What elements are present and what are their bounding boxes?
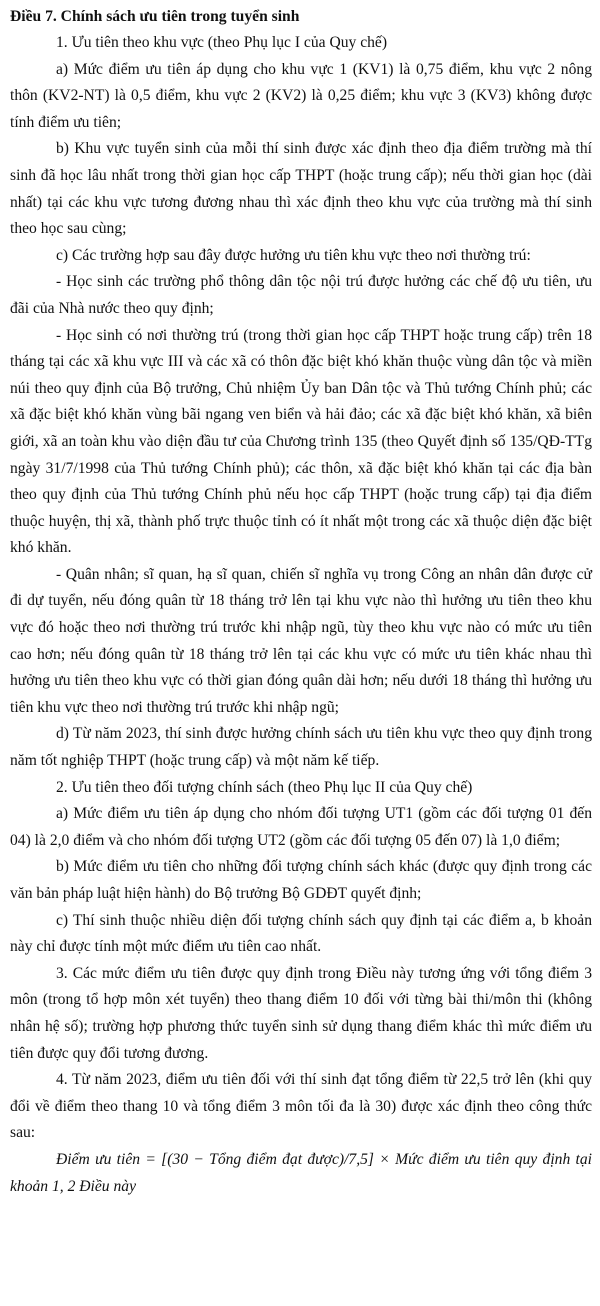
priority-score-formula: Điểm ưu tiên = [(30 − Tổng điểm đạt được)/7,5] × Mức điểm ưu tiên quy định tại khoản 1, 2 Điều này xyxy=(10,1150,592,1195)
clause-1b: b) Khu vực tuyển sinh của mỗi thí sinh được xác định theo địa điểm trường mà thí sinh đã học lâu nhất trong thời gian học cấp THPT (hoặc trung cấp); nếu thời gian học (dài nhất) tại các khu vực tương đương nhau thì xác định theo khu vực của trường mà thí sinh theo học sau cùng; xyxy=(10,140,592,238)
clause-2a: a) Mức điểm ưu tiên áp dụng cho nhóm đối tượng UT1 (gồm các đối tượng 01 đến 04) là 2,0 điểm và cho nhóm đối tượng UT2 (gồm các đối tượng 05 đến 07) là 1,0 điểm; xyxy=(10,805,592,849)
clause-1d: d) Từ năm 2023, thí sinh được hưởng chính sách ưu tiên khu vực theo quy định trong năm tốt nghiệp THPT (hoặc trung cấp) và một năm kế tiếp. xyxy=(10,725,592,770)
section-2-heading: 2. Ưu tiên theo đối tượng chính sách (theo Phụ lục II của Quy chế) xyxy=(56,778,473,796)
clause-2b: b) Mức điểm ưu tiên cho những đối tượng chính sách khác (được quy định trong các văn bản pháp luật hiện hành) do Bộ trưởng Bộ GDĐT quyết định; xyxy=(10,858,592,902)
section-1-heading: 1. Ưu tiên theo khu vực (theo Phụ lục I của Quy chế) xyxy=(56,34,388,51)
clause-1c-item-2: - Học sinh có nơi thường trú (trong thời gian học cấp THPT hoặc trung cấp) trên 18 tháng tại các xã khu vực III và các xã có thôn đặc biệt khó khăn thuộc vùng dân tộc và miền núi theo quy định của Bộ trưởng, Chủ nhiệm Ủy ban Dân tộc và Thủ tướng Chính phủ; các xã đặc biệt khó khăn vùng bãi ngang ven biển và hải đảo; các xã đặc biệt khó khăn, xã biên giới, xã an toàn khu vào diện đầu tư của Chương trình 135 (theo Quyết định số 135/QĐ-TTg ngày 31/7/1998 của Thủ tướng Chính phủ); các thôn, xã đặc biệt khó khăn tại các địa bàn theo quy định của Thủ tướng Chính phủ nếu học cấp THPT (hoặc trung cấp) tại địa điểm thuộc huyện, thị xã, thành phố trực thuộc tỉnh có ít nhất một trong các xã thuộc diện đặc biệt khó khăn. xyxy=(10,326,592,557)
clause-1c-item-1: - Học sinh các trường phổ thông dân tộc nội trú được hưởng các chế độ ưu tiên, ưu đãi của Nhà nước theo quy định; xyxy=(10,273,592,317)
clause-2c: c) Thí sinh thuộc nhiều diện đối tượng chính sách quy định tại các điểm a, b khoản này chỉ được tính một mức điểm ưu tiên cao nhất. xyxy=(10,911,592,956)
article-title: Điều 7. Chính sách ưu tiên trong tuyển sinh xyxy=(10,8,300,25)
clause-1c-item-3: - Quân nhân; sĩ quan, hạ sĩ quan, chiến sĩ nghĩa vụ trong Công an nhân dân được cử đi dự tuyển, nếu đóng quân từ 18 tháng trở lên tại khu vực nào thì hưởng ưu tiên theo khu vực đó hoặc theo nơi thường trú trước khi nhập ngũ, tùy theo khu vực nào có mức ưu tiên cao hơn; nếu đóng quân từ 18 tháng trở lên tại các khu vực có mức ưu tiên khác nhau thì hưởng ưu tiên theo khu vực có thời gian đóng quân dài hơn; nếu dưới 18 tháng thì hưởng ưu tiên khu vực theo nơi thường trú trước khi nhập ngũ; xyxy=(10,565,592,716)
clause-1c: c) Các trường hợp sau đây được hưởng ưu tiên khu vực theo nơi thường trú: xyxy=(56,246,531,264)
section-3: 3. Các mức điểm ưu tiên được quy định trong Điều này tương ứng với tổng điểm 3 môn (trong tổ hợp môn xét tuyển) theo thang điểm 10 đối với từng bài thi/môn thi (không nhân hệ số); trường hợp phương thức tuyển sinh sử dụng thang điểm khác thì mức điểm ưu tiên được quy đổi tương đương. xyxy=(10,964,592,1062)
section-4: 4. Từ năm 2023, điểm ưu tiên đối với thí sinh đạt tổng điểm từ 22,5 trở lên (khi quy đổi về điểm theo thang 10 và tổng điểm 3 môn tối đa là 30) được xác định theo công thức sau: xyxy=(10,1071,592,1142)
clause-1a: a) Mức điểm ưu tiên áp dụng cho khu vực 1 (KV1) là 0,75 điểm, khu vực 2 nông thôn (KV2-NT) là 0,5 điểm, khu vực 2 (KV2) là 0,25 điểm; khu vực 3 (KV3) không được tính điểm ưu tiên; xyxy=(10,60,592,131)
